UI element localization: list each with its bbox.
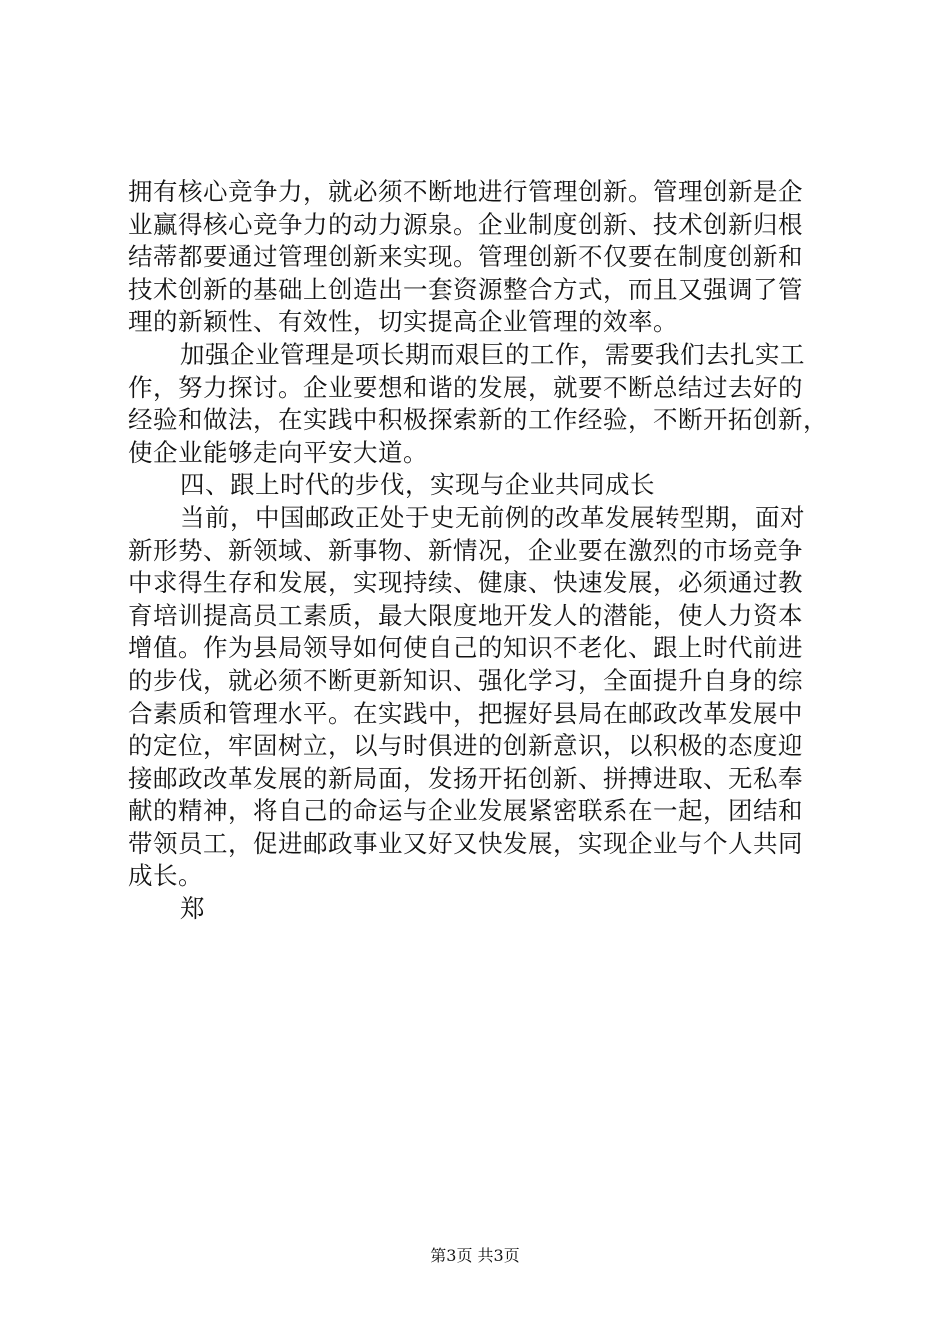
page-number-footer: 第3页 共3页 (430, 1246, 520, 1265)
paragraph-start-line: 当前，中国邮政正处于史无前例的改革发展转型期，面对 (180, 502, 805, 532)
text-line: 带领员工，促进邮政事业又好又快发展，实现企业与个人共同 (128, 828, 803, 858)
document-body (128, 176, 828, 926)
text-line: 结蒂都要通过管理创新来实现。管理创新不仅要在制度创新和 (128, 242, 803, 272)
text-line: 拥有核心竞争力，就必须不断地进行管理创新。管理创新是企 (128, 177, 803, 206)
text-line: 成长。 (128, 861, 203, 891)
text-line: 的步伐，就必须不断更新知识、强化学习，全面提升自身的综 (128, 665, 803, 695)
text-line: 理的新颖性、有效性，切实提高企业管理的效率。 (128, 307, 678, 337)
section-heading: 四、跟上时代的步伐，实现与企业共同成长 (180, 470, 655, 500)
text-line: 的定位，牢固树立，以与时俱进的创新意识，以积极的态度迎 (128, 731, 803, 761)
paragraph-start-line: 加强企业管理是项长期而艰巨的工作，需要我们去扎实工 (180, 339, 805, 369)
text-line: 使企业能够走向平安大道。 (128, 437, 428, 467)
text-line: 技术创新的基础上创造出一套资源整合方式，而且又强调了管 (128, 274, 803, 304)
text-line: 经验和做法，在实践中积极探索新的工作经验，不断开拓创新， (128, 405, 828, 435)
text-line: 业赢得核心竞争力的动力源泉。企业制度创新、技术创新归根 (128, 209, 803, 239)
text-line: 增值。作为县局领导如何使自己的知识不老化、跟上时代前进 (128, 633, 803, 663)
text-line: 作，努力探讨。企业要想和谐的发展，就要不断总结过去好的 (128, 372, 803, 402)
text-line: 新形势、新领域、新事物、新情况，企业要在激烈的市场竞争 (128, 535, 803, 565)
signature-line: 郑 (180, 894, 205, 924)
text-line: 献的精神，将自己的命运与企业发展紧密联系在一起，团结和 (128, 796, 803, 826)
text-line: 育培训提高员工素质，最大限度地开发人的潜能，使人力资本 (128, 600, 803, 630)
text-line: 中求得生存和发展，实现持续、健康、快速发展，必须通过教 (128, 568, 803, 598)
text-line: 接邮政改革发展的新局面，发扬开拓创新、拼搏进取、无私奉 (128, 763, 803, 793)
text-line: 合素质和管理水平。在实践中，把握好县局在邮政改革发展中 (128, 698, 803, 728)
